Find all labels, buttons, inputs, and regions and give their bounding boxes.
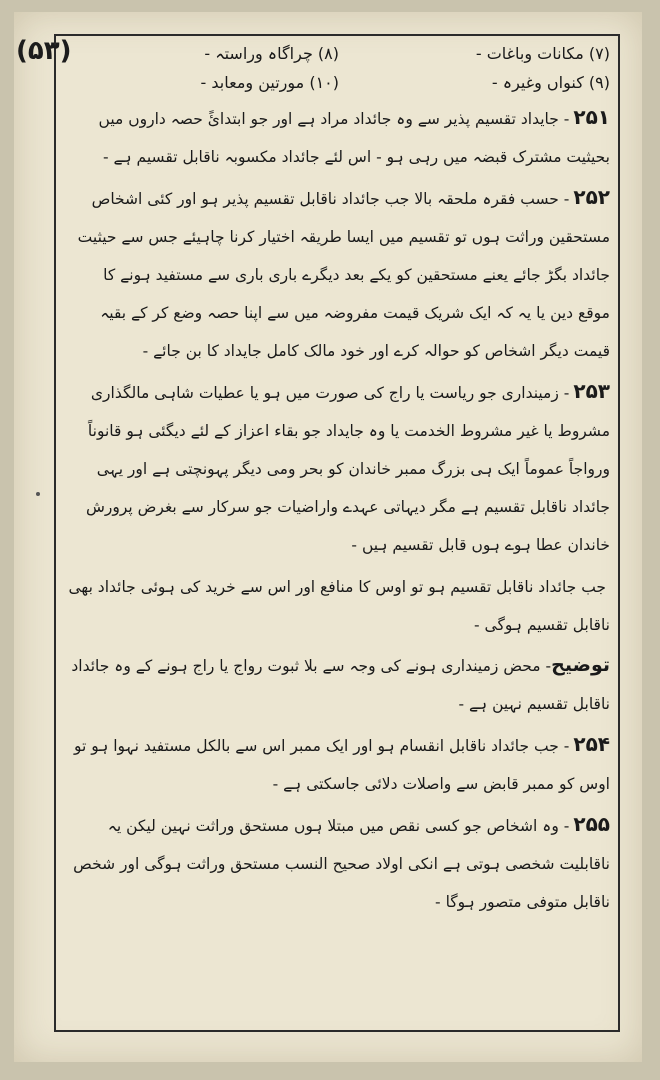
explanation-label: توضیح [551, 654, 610, 676]
section-paragraph [68, 98, 610, 176]
section-paragraph [68, 178, 610, 370]
section-text: - حسب فقرہ ملحقہ بالا جب جائداد ناقابل تقسیم پذیر ہو اور کئی اشخاص مستحقین وراثت ہوں تو تقسیم میں ایسا طریقہ اختیار کرنا چاہیئے جس سے حیثیت جائداد بگڑ جائے یعنے مستحقین کو یکے بعد دیگرے باری باری سے مستفید ہونے کا موقع دین یا یہ کہ ایک شریک قیمت مفروضہ میں سے اپنا حصہ وضع کر کے بقیہ قیمت دیگر اشخاص کو حوالہ کرے اور خود مالک کامل جایداد کا بن جائے - [77, 190, 610, 360]
section-text: - محض زمینداری ہونے کی وجہ سے بلا ثبوت رواج یا راج ہونے کے وہ جائداد ناقابل تقسیم نہین ہے - [71, 657, 610, 713]
section-number: ۲۵۱ [573, 105, 610, 129]
document-page [14, 12, 642, 1062]
section-text: - زمینداری جو ریاست یا راج کی صورت میں ہو یا عطیات شاہی مالگذاری مشروط یا غیر مشروط الخدمت یا وہ جایداد جو بقاء اعزاز کے لئے دیگئی ہو قانوناً ورواجاً عموماً ایک ہی بزرگ ممبر خاندان کو بحر ومی دیگر پہونچتی ہے اور یہی جائداد ناقابل تقسیم ہے مگر دیہاتی عہدے واراضیات جو سرکار سے بغرض پرورش خاندان عطا ہوے ہوں قابل تقسیم ہیں - [85, 384, 610, 554]
section-paragraph [68, 372, 610, 564]
section-paragraph [68, 805, 610, 921]
page-number: (۵۳) [16, 36, 72, 66]
topic-list [68, 44, 610, 92]
section-paragraph [68, 725, 610, 803]
section-text: - جب جائداد ناقابل انقسام ہو اور ایک ممبر اس سے بالکل مستفید نہوا ہو تو اوس کو ممبر قابض سے واصلات دلائی جاسکتی ہے - [73, 737, 610, 793]
page-content [68, 44, 610, 923]
section-paragraph [68, 566, 610, 644]
section-number: ۲۵۲ [573, 185, 610, 209]
section-number: ۲۵۴ [573, 732, 610, 756]
section-text: جب جائداد ناقابل تقسیم ہو تو اوس کا منافع اور اس سے خرید کی ہوئی جائداد بھی ناقابل تقسیم ہوگی - [68, 578, 610, 634]
section-number: ۲۵۳ [573, 379, 610, 403]
topic-item: (۹) کنواں وغیرہ - [491, 73, 610, 92]
topic-item: (۱۰) مورتین ومعابد - [200, 73, 339, 92]
topic-item: (۸) چراگاہ وراستہ - [204, 44, 339, 63]
margin-mark [36, 492, 40, 496]
topic-item: (۷) مکانات وباغات - [475, 44, 610, 63]
section-number: ۲۵۵ [573, 812, 610, 836]
section-text: - وہ اشخاص جو کسی نقص میں مبتلا ہوں مستحق وراثت نہین لیکن یہ ناقابلیت شخصی ہوتی ہے انکی اولاد صحیح النسب مستحق وراثت ہوگی اور شخص ناقابل متوفی متصور ہوگا - [73, 817, 610, 911]
explanation-paragraph [68, 646, 610, 723]
section-text: - جایداد تقسیم پذیر سے وہ جائداد مراد ہے اور جو ابتدائً حصہ داروں میں بحیثیت مشترک قبضہ میں رہی ہو - اس لئے جائداد مکسوبہ ناقابل تقسیم ہے - [98, 110, 610, 166]
